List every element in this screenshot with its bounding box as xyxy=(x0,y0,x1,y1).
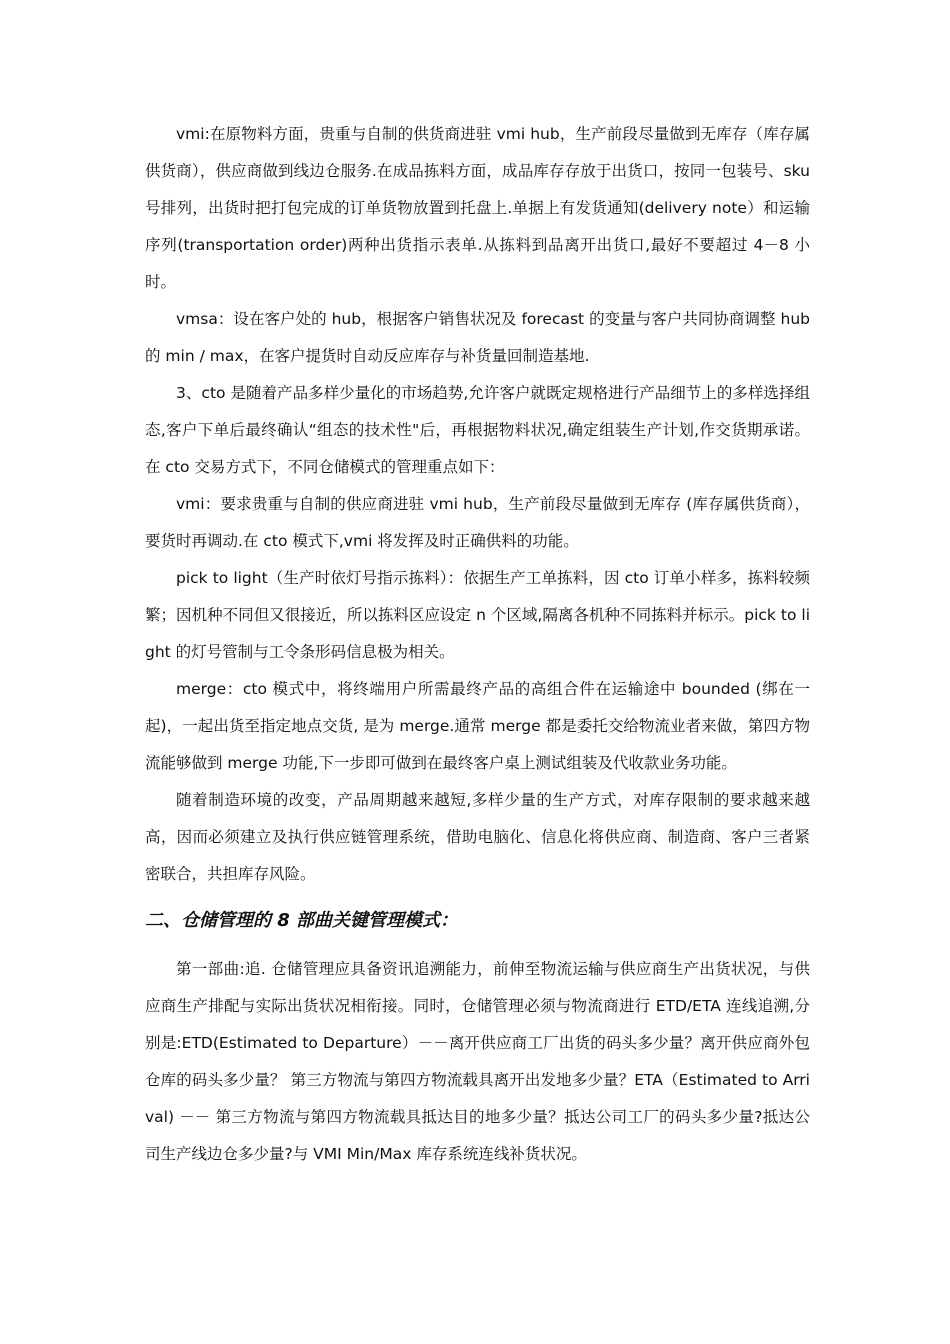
paragraph-vmsa: vmsa：设在客户处的 hub，根据客户销售状况及 forecast 的变量与客户共同协商调整 hub 的 min / max，在客户提货时自动反应库存与补货量回制造基地. xyxy=(145,310,810,365)
section-heading: 二、仓储管理的 8 部曲关键管理模式： xyxy=(145,910,459,931)
paragraph-pick-to-light: pick to light（生产时依灯号指示拣料）：依据生产工单拣料，因 cto 订单小样多，拣料较频繁；因机种不同但又很接近，所以拣料区应设定 n 个区域,隔离各机种不同拣料并标示。pick to light 的灯号管制与工令条形码信息极为相关。 xyxy=(145,569,810,661)
document-body xyxy=(145,116,810,1173)
paragraph-manufacturing-environment: 随着制造环境的改变，产品周期越来越短,多样少量的生产方式，对库存限制的要求越来越高，因而必须建立及执行供应链管理系统，借助电脑化、信息化将供应商、制造商、客户三者紧密联合，共担库存风险。 xyxy=(145,791,810,883)
paragraph-first-step: 第一部曲:追. 仓储管理应具备资讯追溯能力，前伸至物流运输与供应商生产出货状况，与供应商生产排配与实际出货状况相衔接。同时，仓储管理必须与物流商进行 ETD/ETA 连线追溯,分别是:ETD(Estimated to Departure）－－离开供应商工厂出货的码头多少量？离开供应商外包仓库的码头多少量？ 第三方物流与第四方物流载具离开出发地多少量？ETA（Estimated to Arrival) －－ 第三方物流与第四方物流载具抵达目的地多少量？抵达公司工厂的码头多少量?抵达公司生产线边仓多少量?与 VMI Min/Max 库存系统连线补货状况。 xyxy=(145,960,810,1163)
paragraph-merge: merge：cto 模式中，将终端用户所需最终产品的高组合件在运输途中 bounded (绑在一起)，一起出货至指定地点交货, 是为 merge.通常 merge 都是委托交给物流业者来做，第四方物流能够做到 merge 功能,下一步即可做到在最终客户桌上测试组装及代收款业务功能。 xyxy=(145,680,810,772)
paragraph-vmi-cto: vmi：要求贵重与自制的供应商进驻 vmi hub，生产前段尽量做到无库存 (库存属供货商），要货时再调动.在 cto 模式下,vmi 将发挥及时正确供料的功能。 xyxy=(145,495,810,550)
paragraph-vmi-raw-material: vmi:在原物料方面，贵重与自制的供货商进驻 vmi hub，生产前段尽量做到无库存（库存属供货商），供应商做到线边仓服务.在成品拣料方面，成品库存存放于出货口，按同一包装号、sku 号排列，出货时把打包完成的订单货物放置到托盘上.单据上有发货通知(delivery note）和运输序列(transportation order)两种出货指示表单.从拣料到品离开出货口,最好不要超过 4－8 小时。 xyxy=(145,125,810,291)
paragraph-cto: 3、cto 是随着产品多样少量化的市场趋势,允许客户就既定规格进行产品细节上的多样选择组态,客户下单后最终确认“组态的技术性"后，再根据物料状况,确定组装生产计划,作交货期承诺。在 cto 交易方式下，不同仓储模式的管理重点如下： xyxy=(145,384,810,476)
